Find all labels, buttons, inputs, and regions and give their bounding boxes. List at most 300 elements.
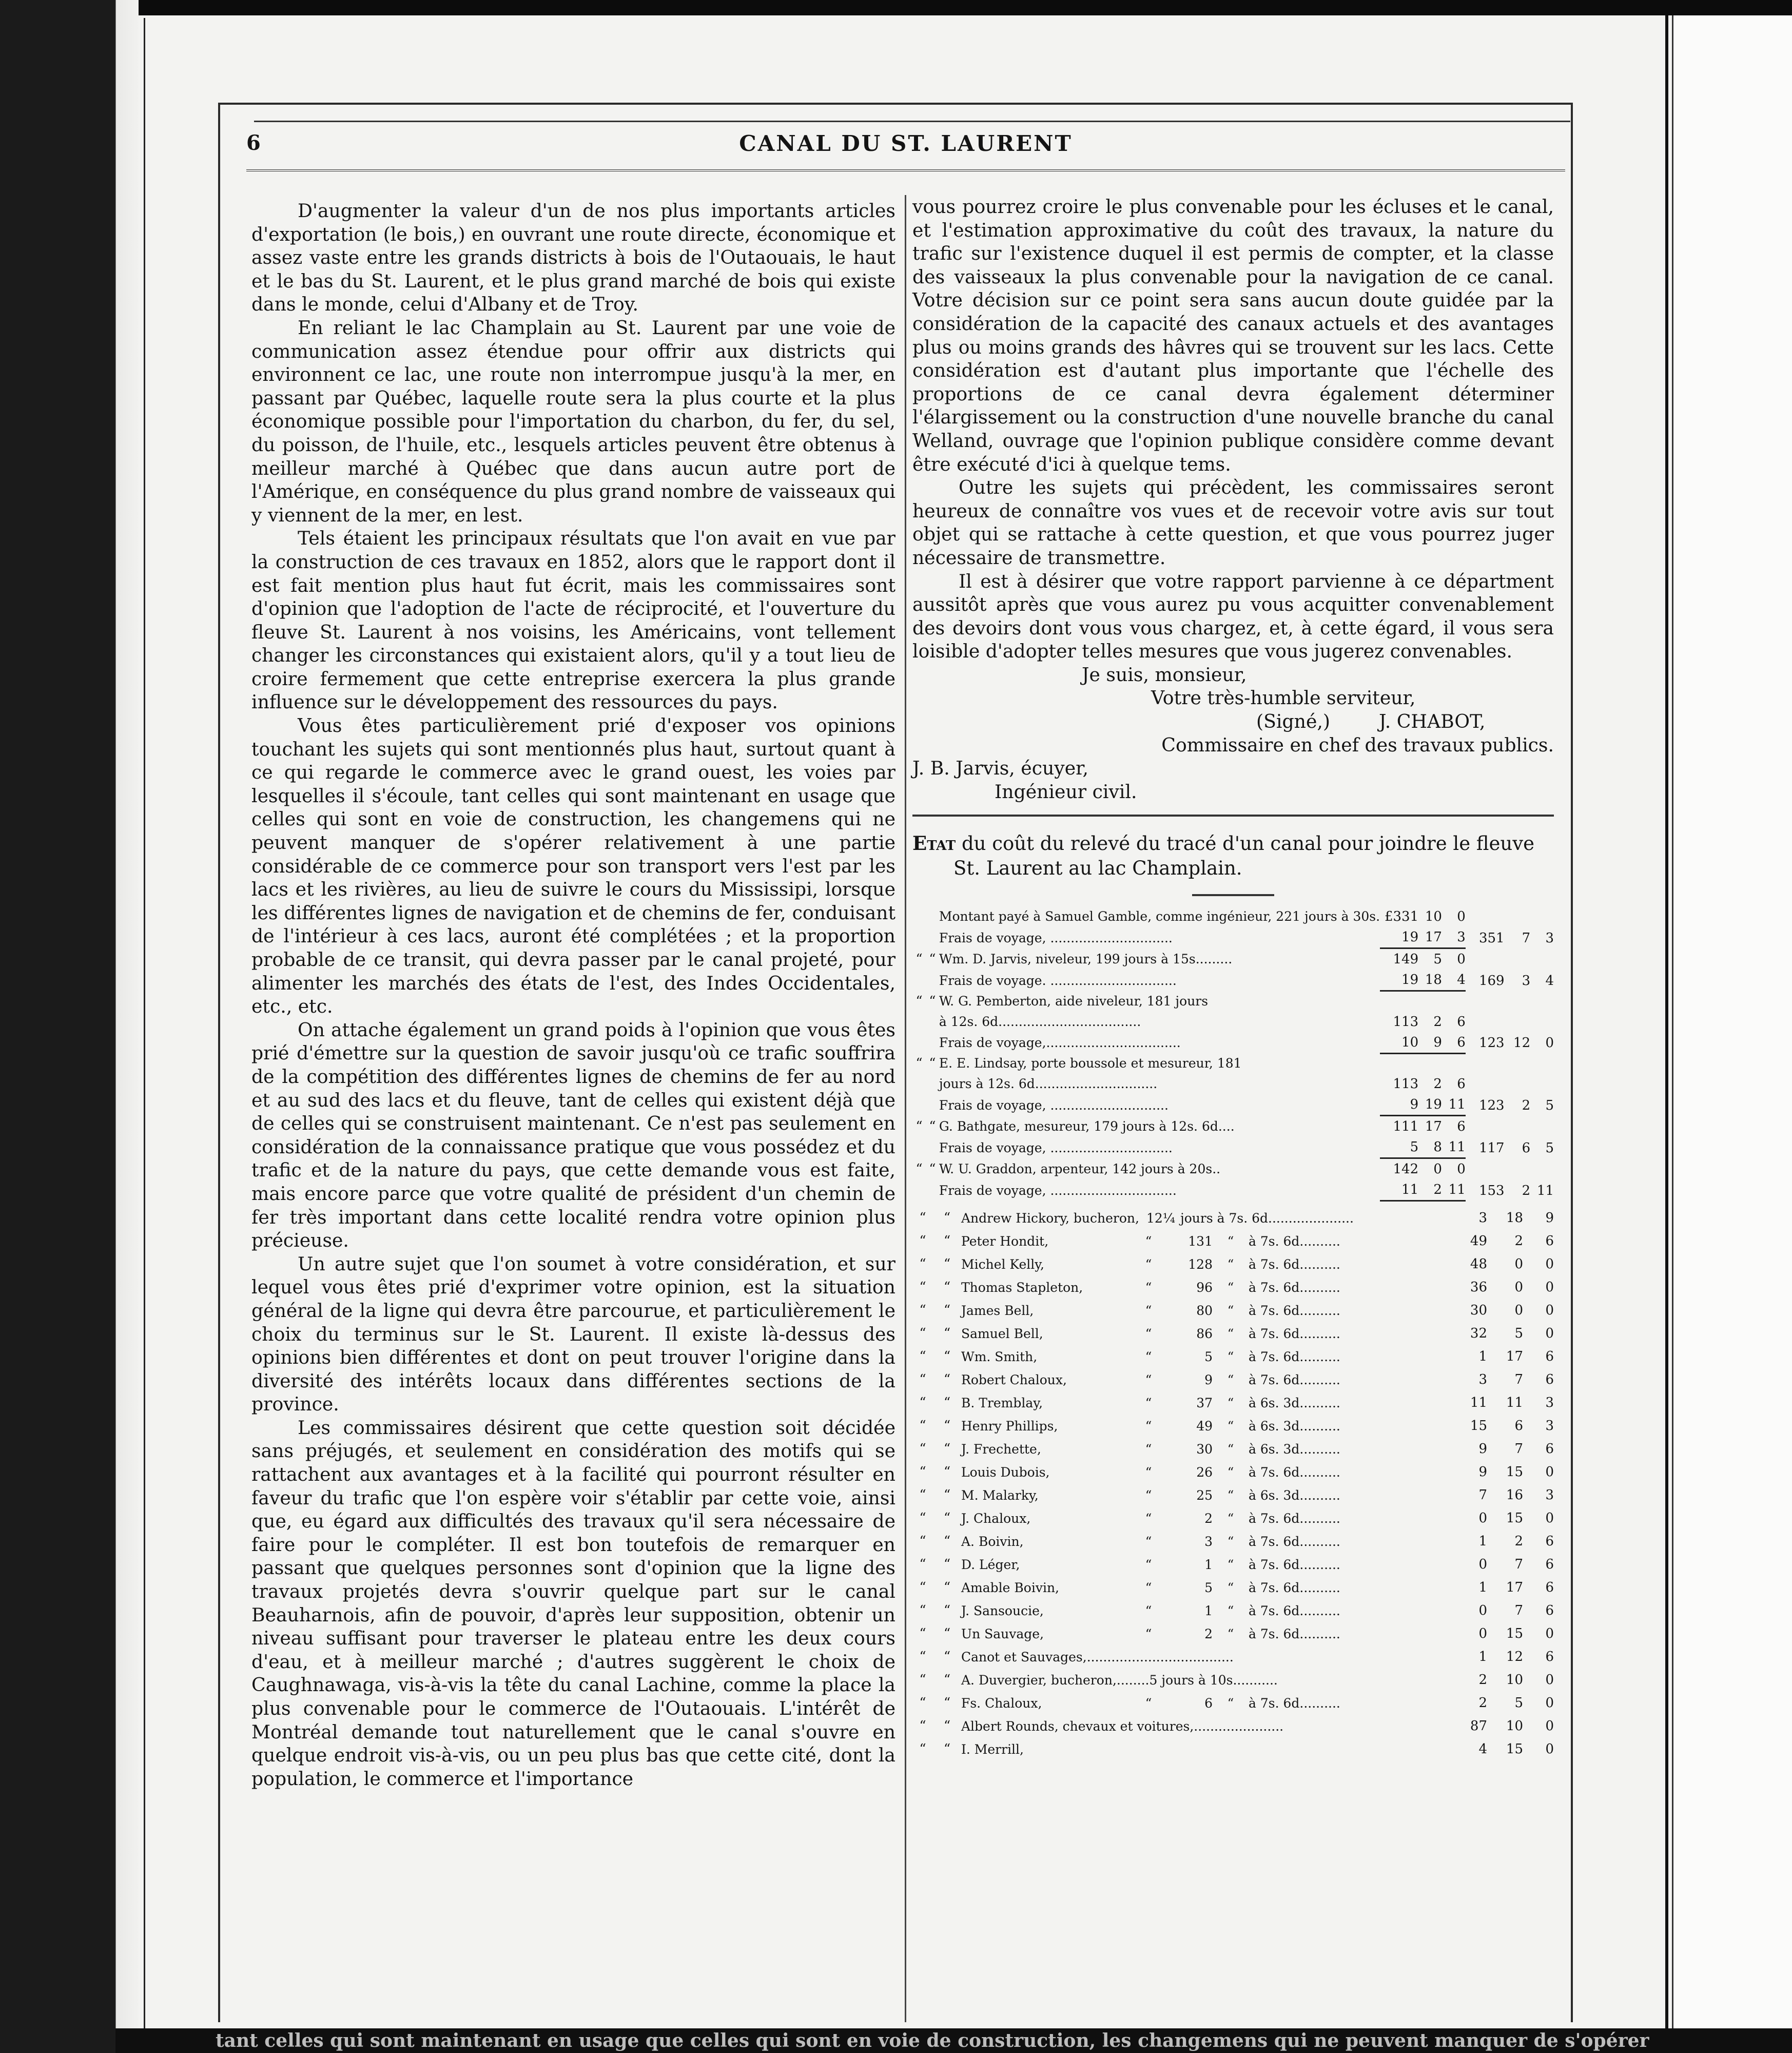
pounds: 11	[1380, 1179, 1418, 1201]
total-shillings	[1505, 1053, 1531, 1074]
labour-item	[961, 1415, 1441, 1438]
labour-item	[961, 1530, 1441, 1553]
worker-name: D. Léger,	[961, 1557, 1020, 1573]
ditto-mark: “	[1145, 1603, 1152, 1619]
total-pence: 3	[1545, 930, 1554, 946]
signer-name: J. CHABOT,	[1379, 710, 1486, 733]
shillings: 17	[1506, 1349, 1523, 1365]
account-title-line2: St. Laurent au lac Champlain.	[953, 857, 1242, 880]
ditto-mark: “	[919, 1510, 926, 1526]
addressee: J. B. Jarvis, écuyer,	[912, 757, 1088, 780]
labour-item	[961, 1576, 1441, 1599]
days-count: 2	[1204, 1511, 1213, 1526]
total-pence	[1530, 1158, 1554, 1180]
ditto-mark	[926, 927, 939, 948]
account-item: Montant payé à Samuel Gamble, comme ingénieur, 221 jours à 30s.	[939, 909, 1380, 924]
pence: 6	[1545, 1534, 1554, 1550]
days-count: 37	[1196, 1396, 1213, 1411]
labour-item	[961, 1599, 1441, 1622]
shillings: 17	[1506, 1580, 1523, 1596]
shillings: 12	[1506, 1649, 1523, 1665]
labour-row	[912, 1484, 1554, 1507]
ditto-mark: “	[919, 1372, 926, 1388]
days-count: 26	[1196, 1465, 1213, 1480]
rate: à 6s. 3d..........	[1249, 1442, 1340, 1457]
pence: 6	[1545, 1349, 1554, 1365]
worker-name: Michel Kelly,	[961, 1257, 1044, 1272]
ditto-mark: “	[943, 1580, 951, 1596]
ditto-mark: “	[919, 1603, 926, 1619]
days-count: 1	[1204, 1603, 1213, 1619]
pounds: 1	[1478, 1534, 1487, 1550]
closing-servant: Votre très-humble serviteur,	[1151, 687, 1416, 709]
shillings: 10	[1425, 909, 1442, 925]
total-pence: 0	[1545, 1035, 1554, 1051]
labour-item	[961, 1553, 1441, 1576]
worker-name: Thomas Stapleton,	[961, 1280, 1083, 1295]
labour-item	[961, 1715, 1441, 1738]
account-row	[912, 1094, 1554, 1116]
total-pounds	[1466, 1053, 1505, 1074]
shillings: 9	[1418, 1032, 1442, 1054]
pounds: 111	[1393, 1119, 1419, 1135]
paragraph: Les commissaires désirent que cette question soit décidée sans préjugés, et seulement en considération des motifs qui se rattachent aux avantages et à la facilité qui pourront résulter en faveur du trafic que l'on espère voir s'établir par cette voie, ainsi que, eu égard aux difficultés des travaux qu'il sera nécessaire de faire pour le compléter. Il est bon toutefois de remarquer en passant que quelques personnes sont d'opinion que la ligne des travaux projetés devra s'ouvrir quelque part sur le canal Beauharnois, afin de pouvoir, d'après leur supposition, obtenir un niveau suffisant pour traverser le plateau entre les deux cours d'eau, et à meilleur marché ; d'autres suggèrent le choix de Caughnawaga, vis-à-vis la tête du canal Lachine, comme la place la plus convenable pour le commerce de l'Outaouais. L'intérêt de Montréal demande tout naturellement que le canal s'ouvre en quelque endroit vis-à-vis, ou un peu plus bas que cette cité, dont la population, le commerce et l'importance	[251, 1416, 895, 1790]
account-item: W. U. Graddon, arpenteur, 142 jours à 20s..	[939, 1161, 1221, 1177]
ditto-mark: “	[919, 1580, 926, 1596]
pence: 6	[1457, 1076, 1466, 1092]
rate: à 7s. 6d..........	[1249, 1372, 1340, 1388]
pounds	[1380, 991, 1418, 1012]
ditto-mark: “	[919, 1487, 926, 1503]
letter-closing	[912, 663, 1554, 804]
worker-name: Albert Rounds, chevaux et voitures,......................	[961, 1719, 1284, 1734]
pence: 9	[1545, 1210, 1554, 1226]
ditto-mark: “	[1227, 1349, 1234, 1365]
labour-row	[912, 1645, 1554, 1669]
rate: à 6s. 3d..........	[1249, 1419, 1340, 1434]
paragraph: Outre les sujets qui précèdent, les commissaires seront heureux de connaître vos vues et de recevoir votre avis sur tout objet qui se rattache à cette question, et que vous pourrez juger nécessaire de transmettre.	[912, 476, 1554, 569]
ditto-mark: “	[916, 1056, 923, 1072]
ditto-mark: “	[919, 1695, 926, 1711]
shillings: 15	[1506, 1741, 1523, 1757]
pounds: 87	[1470, 1718, 1487, 1734]
labour-item	[961, 1622, 1441, 1645]
ditto-mark: “	[916, 993, 923, 1009]
labour-row	[912, 1530, 1554, 1553]
labour-item	[961, 1368, 1441, 1391]
pounds: 2	[1478, 1672, 1487, 1688]
labour-item	[961, 1738, 1441, 1761]
days-count: 5	[1204, 1580, 1213, 1596]
pence: 6	[1545, 1603, 1554, 1619]
ditto-mark: “	[916, 1161, 923, 1177]
ditto-mark: “	[943, 1372, 951, 1388]
pence	[1442, 1053, 1466, 1074]
labour-row	[912, 1368, 1554, 1391]
pence: 0	[1545, 1303, 1554, 1319]
ditto-mark: “	[919, 1280, 926, 1295]
left-column	[251, 199, 895, 1790]
signer-title: Commissaire en chef des travaux publics.	[1161, 733, 1554, 756]
pence: 0	[1545, 1718, 1554, 1734]
ditto-mark: “	[916, 952, 923, 967]
pence: 0	[1457, 952, 1466, 967]
ditto-mark: “	[1227, 1626, 1234, 1642]
total-shillings: 7	[1522, 930, 1531, 946]
days-count: 128	[1188, 1257, 1213, 1272]
worker-name: Samuel Bell,	[961, 1326, 1043, 1342]
ditto-mark: “	[943, 1210, 951, 1226]
labour-item	[961, 1669, 1441, 1692]
total-shillings	[1505, 948, 1531, 970]
pounds: 7	[1478, 1487, 1487, 1503]
pounds: 9	[1380, 1094, 1418, 1116]
worker-name: James Bell,	[961, 1303, 1034, 1319]
ditto-mark: “	[943, 1441, 951, 1457]
rate: à 7s. 6d..........	[1249, 1534, 1340, 1550]
pence: 0	[1545, 1280, 1554, 1295]
column-rule	[905, 195, 906, 2022]
account-item: W. G. Pemberton, aide niveleur, 181 jours	[939, 993, 1209, 1009]
account-row	[912, 970, 1554, 991]
pence: 0	[1457, 909, 1466, 925]
worker-name: Henry Phillips,	[961, 1419, 1058, 1434]
days-count: 12¼	[1146, 1211, 1175, 1226]
ditto-mark: “	[943, 1603, 951, 1619]
pounds: 142	[1393, 1161, 1419, 1177]
pounds: 3	[1478, 1210, 1487, 1226]
shillings: 7	[1514, 1441, 1523, 1457]
ditto-mark: “	[1227, 1234, 1234, 1249]
labour-item	[961, 1207, 1441, 1230]
account-row	[912, 906, 1554, 927]
account-row	[912, 1012, 1554, 1032]
rate: à 7s. 6d..........	[1249, 1580, 1340, 1596]
running-head: CANAL DU ST. LAURENT	[739, 131, 1073, 156]
total-shillings: 6	[1522, 1140, 1531, 1156]
ditto-mark: “	[919, 1464, 926, 1480]
worker-name: Louis Dubois,	[961, 1465, 1050, 1480]
ditto-mark: “	[919, 1326, 926, 1342]
ditto-mark: “	[943, 1303, 951, 1319]
ditto-mark: “	[919, 1233, 926, 1249]
account-item: Frais de voyage, ..............................	[939, 1140, 1173, 1155]
top-rule	[254, 121, 1570, 122]
rate: à 7s. 6d..........	[1249, 1511, 1340, 1526]
labour-item	[961, 1692, 1441, 1715]
rate: à 6s. 3d..........	[1249, 1488, 1340, 1503]
labour-row	[912, 1692, 1554, 1715]
ditto-mark	[926, 1094, 939, 1116]
pence: 6	[1457, 1014, 1466, 1030]
total-shillings	[1505, 1116, 1531, 1137]
ditto-mark: “	[1145, 1696, 1152, 1711]
paragraph: D'augmenter la valeur d'un de nos plus importants articles d'exportation (le bois,) en ouvrant une route directe, économique et assez vaste entre les grands districts à bois de l'Outaouais, le haut et le bas du St. Laurent, et le plus grand marché de bois qui existe dans le monde, celui d'Albany et de Troy.	[251, 200, 895, 316]
title-rule	[1192, 894, 1274, 896]
scan-border-top	[0, 0, 1792, 15]
pence: 4	[1442, 970, 1466, 991]
ditto-mark: “	[943, 1464, 951, 1480]
pence: 3	[1545, 1418, 1554, 1434]
shillings	[1418, 1053, 1442, 1074]
account-row	[912, 1116, 1554, 1137]
account-item: Frais de voyage, ..............................	[939, 930, 1173, 945]
days-count: 131	[1188, 1234, 1213, 1249]
ditto-mark: “	[1145, 1465, 1152, 1480]
ditto-mark	[912, 1012, 926, 1032]
total-pence	[1530, 1053, 1554, 1074]
pence: 6	[1545, 1557, 1554, 1573]
days-count: 49	[1196, 1419, 1213, 1434]
labour-row	[912, 1345, 1554, 1368]
ditto-mark: “	[1145, 1488, 1152, 1503]
total-shillings	[1505, 991, 1531, 1012]
ditto-mark: “	[943, 1557, 951, 1573]
shillings: 10	[1506, 1672, 1523, 1688]
ditto-mark: “	[1227, 1372, 1234, 1388]
shillings: 15	[1506, 1510, 1523, 1526]
ditto-mark: “	[1227, 1396, 1234, 1411]
total-shillings: 3	[1522, 973, 1531, 989]
pounds: 36	[1470, 1280, 1487, 1295]
ditto-mark: “	[919, 1534, 926, 1550]
shillings: 2	[1433, 1076, 1442, 1092]
shillings: 5	[1514, 1326, 1523, 1342]
pounds: 0	[1478, 1557, 1487, 1573]
ditto-mark: “	[919, 1441, 926, 1457]
shillings: 5	[1433, 952, 1442, 967]
paragraph: En reliant le lac Champlain au St. Laurent par une voie de communication assez étendue pour offrir aux districts qui environnent ce lac, une route non interrompue jusqu'à la mer, en passant par Québec, laquelle route sera la plus courte et la plus économique possible pour l'importation du charbon, du fer, du sel, du poisson, de l'huile, etc., lesquels articles peuvent être obtenus à meilleur marché à Québec que dans aucun autre port de l'Amérique, en conséquence du plus grand nombre de vaisseaux qui y viennent de la mer, en lest.	[251, 316, 895, 526]
pence: 0	[1545, 1464, 1554, 1480]
ditto-mark	[926, 970, 939, 991]
ditto-mark: “	[1227, 1465, 1234, 1480]
pounds: 9	[1478, 1441, 1487, 1457]
ditto-mark: “	[1227, 1280, 1234, 1295]
ditto-mark	[912, 1074, 926, 1094]
days-count: 1	[1204, 1557, 1213, 1573]
pounds: 4	[1478, 1741, 1487, 1757]
ditto-mark: “	[919, 1303, 926, 1319]
shillings: 0	[1514, 1303, 1523, 1319]
account-row	[912, 991, 1554, 1012]
total-pounds: 123	[1478, 1097, 1505, 1113]
labour-item	[961, 1299, 1441, 1322]
ditto-mark	[912, 927, 926, 948]
worker-name: A. Duvergier, bucheron,........5 jours à 10s...........	[961, 1673, 1278, 1688]
ditto-mark: “	[919, 1349, 926, 1365]
total-pounds	[1466, 1074, 1505, 1094]
total-pounds: 351	[1478, 930, 1505, 946]
ditto-mark: “	[943, 1534, 951, 1550]
rate: à 7s. 6d..........	[1249, 1303, 1340, 1319]
shillings: 6	[1514, 1418, 1523, 1434]
pounds: 3	[1478, 1372, 1487, 1388]
ditto-mark: “	[1145, 1349, 1152, 1365]
ditto-mark: “	[1145, 1626, 1152, 1642]
ditto-mark: “	[916, 1119, 923, 1135]
shillings: 5	[1514, 1695, 1523, 1711]
ditto-mark: “	[943, 1510, 951, 1526]
pounds: 149	[1393, 952, 1419, 967]
ditto-mark: “	[943, 1741, 951, 1757]
labour-row	[912, 1253, 1554, 1276]
closing-salutation: Je suis, monsieur,	[1082, 663, 1247, 686]
pence: 0	[1545, 1256, 1554, 1272]
ditto-mark: “	[919, 1210, 926, 1226]
shillings: 2	[1514, 1233, 1523, 1249]
pounds: £331	[1384, 909, 1419, 925]
shillings	[1418, 991, 1442, 1012]
labour-item	[961, 1345, 1441, 1368]
labour-row	[912, 1391, 1554, 1415]
ditto-mark: “	[943, 1649, 951, 1665]
labour-row	[912, 1576, 1554, 1599]
pounds: 1	[1478, 1349, 1487, 1365]
total-pence	[1530, 1074, 1554, 1094]
total-shillings	[1505, 1158, 1531, 1180]
ditto-mark: “	[1227, 1303, 1234, 1319]
addressee-title: Ingénieur civil.	[995, 780, 1137, 803]
ditto-mark	[912, 1032, 926, 1054]
worker-name: Robert Chaloux,	[961, 1372, 1067, 1388]
pence: 11	[1442, 1179, 1466, 1201]
shillings: 18	[1506, 1210, 1523, 1226]
worker-name: J. Sansoucie,	[961, 1603, 1044, 1619]
total-pounds: 123	[1478, 1035, 1505, 1051]
labour-row	[912, 1438, 1554, 1461]
labour-row	[912, 1507, 1554, 1530]
pounds: 113	[1393, 1076, 1419, 1092]
ditto-mark: “	[919, 1649, 926, 1665]
total-pounds	[1466, 948, 1505, 970]
pence: 0	[1545, 1741, 1554, 1757]
days-count: 30	[1196, 1442, 1213, 1457]
days-count: 2	[1204, 1626, 1213, 1642]
pence: 11	[1442, 1094, 1466, 1116]
worker-name: Fs. Chaloux,	[961, 1696, 1042, 1711]
total-pounds: 153	[1478, 1183, 1505, 1198]
total-shillings: 2	[1522, 1097, 1531, 1113]
shillings: 2	[1514, 1534, 1523, 1550]
pounds: 0	[1478, 1603, 1487, 1619]
shillings: 17	[1418, 927, 1442, 948]
worker-name: Wm. Smith,	[961, 1349, 1038, 1365]
ditto-mark	[912, 1137, 926, 1158]
days-count: 6	[1204, 1696, 1213, 1711]
ditto-mark: “	[1145, 1511, 1152, 1526]
worker-name: J. Frechette,	[961, 1442, 1041, 1457]
pounds: 49	[1470, 1233, 1487, 1249]
bleed-through-text: tant celles qui sont maintenant en usage que celles qui sont en voie de construction, les changemens qui ne peuvent manquer de s'opérer	[216, 2030, 1649, 2051]
labour-item	[961, 1461, 1441, 1484]
rate: à 7s. 6d..........	[1249, 1257, 1340, 1272]
adjacent-page-edge	[1672, 15, 1792, 2048]
section-rule	[912, 815, 1554, 817]
account-item: Frais de voyage,.................................	[939, 1035, 1181, 1051]
pence: 0	[1545, 1626, 1554, 1642]
ditto-mark: “	[943, 1418, 951, 1434]
labour-item	[961, 1438, 1441, 1461]
ditto-mark: “	[1145, 1280, 1152, 1295]
pence: 0	[1545, 1672, 1554, 1688]
account-item: jours à 12s. 6d..............................	[939, 1076, 1158, 1092]
ditto-mark: “	[1145, 1326, 1152, 1342]
account-row	[912, 1074, 1554, 1094]
ditto-mark	[926, 906, 939, 927]
ditto-mark: “	[1145, 1396, 1152, 1411]
pounds	[1380, 1053, 1418, 1074]
pounds: 5	[1380, 1137, 1418, 1158]
rate: à 7s. 6d..........	[1249, 1280, 1340, 1295]
shillings: 15	[1506, 1626, 1523, 1642]
total-pounds: 169	[1478, 973, 1505, 989]
labour-item	[961, 1484, 1441, 1507]
total-shillings	[1505, 1074, 1531, 1094]
ditto-mark: “	[919, 1626, 926, 1642]
total-shillings: 12	[1513, 1035, 1531, 1051]
labour-row	[912, 1230, 1554, 1253]
ditto-mark: “	[1227, 1696, 1234, 1711]
ditto-mark: “	[943, 1280, 951, 1295]
pounds: 10	[1380, 1032, 1418, 1054]
shillings: 17	[1425, 1119, 1442, 1135]
account-row	[912, 948, 1554, 970]
worker-name: I. Merrill,	[961, 1742, 1024, 1757]
pence: 0	[1457, 1161, 1466, 1177]
pence: 6	[1457, 1119, 1466, 1135]
ditto-mark: “	[929, 952, 936, 967]
labour-row	[912, 1669, 1554, 1692]
account-row	[912, 1053, 1554, 1074]
pounds: 19	[1380, 927, 1418, 948]
ditto-mark: “	[1227, 1534, 1234, 1550]
ditto-mark: “	[919, 1256, 926, 1272]
ditto-mark: “	[1227, 1511, 1234, 1526]
labour-row	[912, 1322, 1554, 1345]
worker-name: Peter Hondit,	[961, 1234, 1049, 1249]
labour-row	[912, 1622, 1554, 1645]
total-pence	[1530, 948, 1554, 970]
shillings: 7	[1514, 1557, 1523, 1573]
paragraph: Un autre sujet que l'on soumet à votre considération, et sur lequel vous êtes prié d'exprimer votre opinion, est la situation général de la ligne qui devra être parcourue, et particulièrement le choix du terminus sur le St. Laurent. Il existe là-dessus des opinions bien différentes et dont on peut trouver l'origine dans la diversité des intérêts locaux dans différentes sections de la province.	[251, 1252, 895, 1416]
shillings: 15	[1506, 1464, 1523, 1480]
rate: à 7s. 6d..........	[1249, 1626, 1340, 1642]
signed-note: (Signé,)	[1256, 710, 1330, 733]
account-row	[912, 1158, 1554, 1180]
shillings: 2	[1418, 1179, 1442, 1201]
paragraph: vous pourrez croire le plus convenable pour les écluses et le canal, et l'estimation approximative du coût des travaux, la nature du trafic sur l'existence duquel il est permis de compter, et la classe des vaisseaux la plus convenable pour la navigation de ce canal. Votre décision sur ce point sera sans aucun doute guidée par la considération de la capacité des canaux actuels et des avantages plus ou moins grands des hâvres qui se trouvent sur les lacs. Cette considération est d'autant plus importante que l'échelle des proportions de ce canal devra également déterminer l'élargissement ou la construction d'une nouvelle branche du canal Welland, ouvrage que l'opinion publique considère comme devant être exécuté d'ici à quelque tems.	[912, 196, 1554, 475]
pounds: 0	[1478, 1626, 1487, 1642]
pence: 6	[1545, 1649, 1554, 1665]
pence: 0	[1545, 1326, 1554, 1342]
total-pence: 5	[1545, 1140, 1554, 1156]
ditto-mark	[912, 970, 926, 991]
ditto-mark: “	[943, 1626, 951, 1642]
ditto-mark: “	[1145, 1372, 1152, 1388]
ditto-mark: “	[929, 1119, 936, 1135]
pence: 3	[1545, 1395, 1554, 1411]
header-rule	[246, 169, 1565, 175]
total-pence: 11	[1536, 1183, 1554, 1198]
ditto-mark: “	[929, 1056, 936, 1072]
worker-name: A. Boivin,	[961, 1534, 1024, 1550]
pence: 6	[1545, 1372, 1554, 1388]
rate: à 7s. 6d..........	[1249, 1557, 1340, 1573]
ditto-mark: “	[1145, 1234, 1152, 1249]
pounds: 1	[1478, 1649, 1487, 1665]
ditto-mark: “	[1145, 1580, 1152, 1596]
ditto-mark	[926, 1179, 939, 1201]
